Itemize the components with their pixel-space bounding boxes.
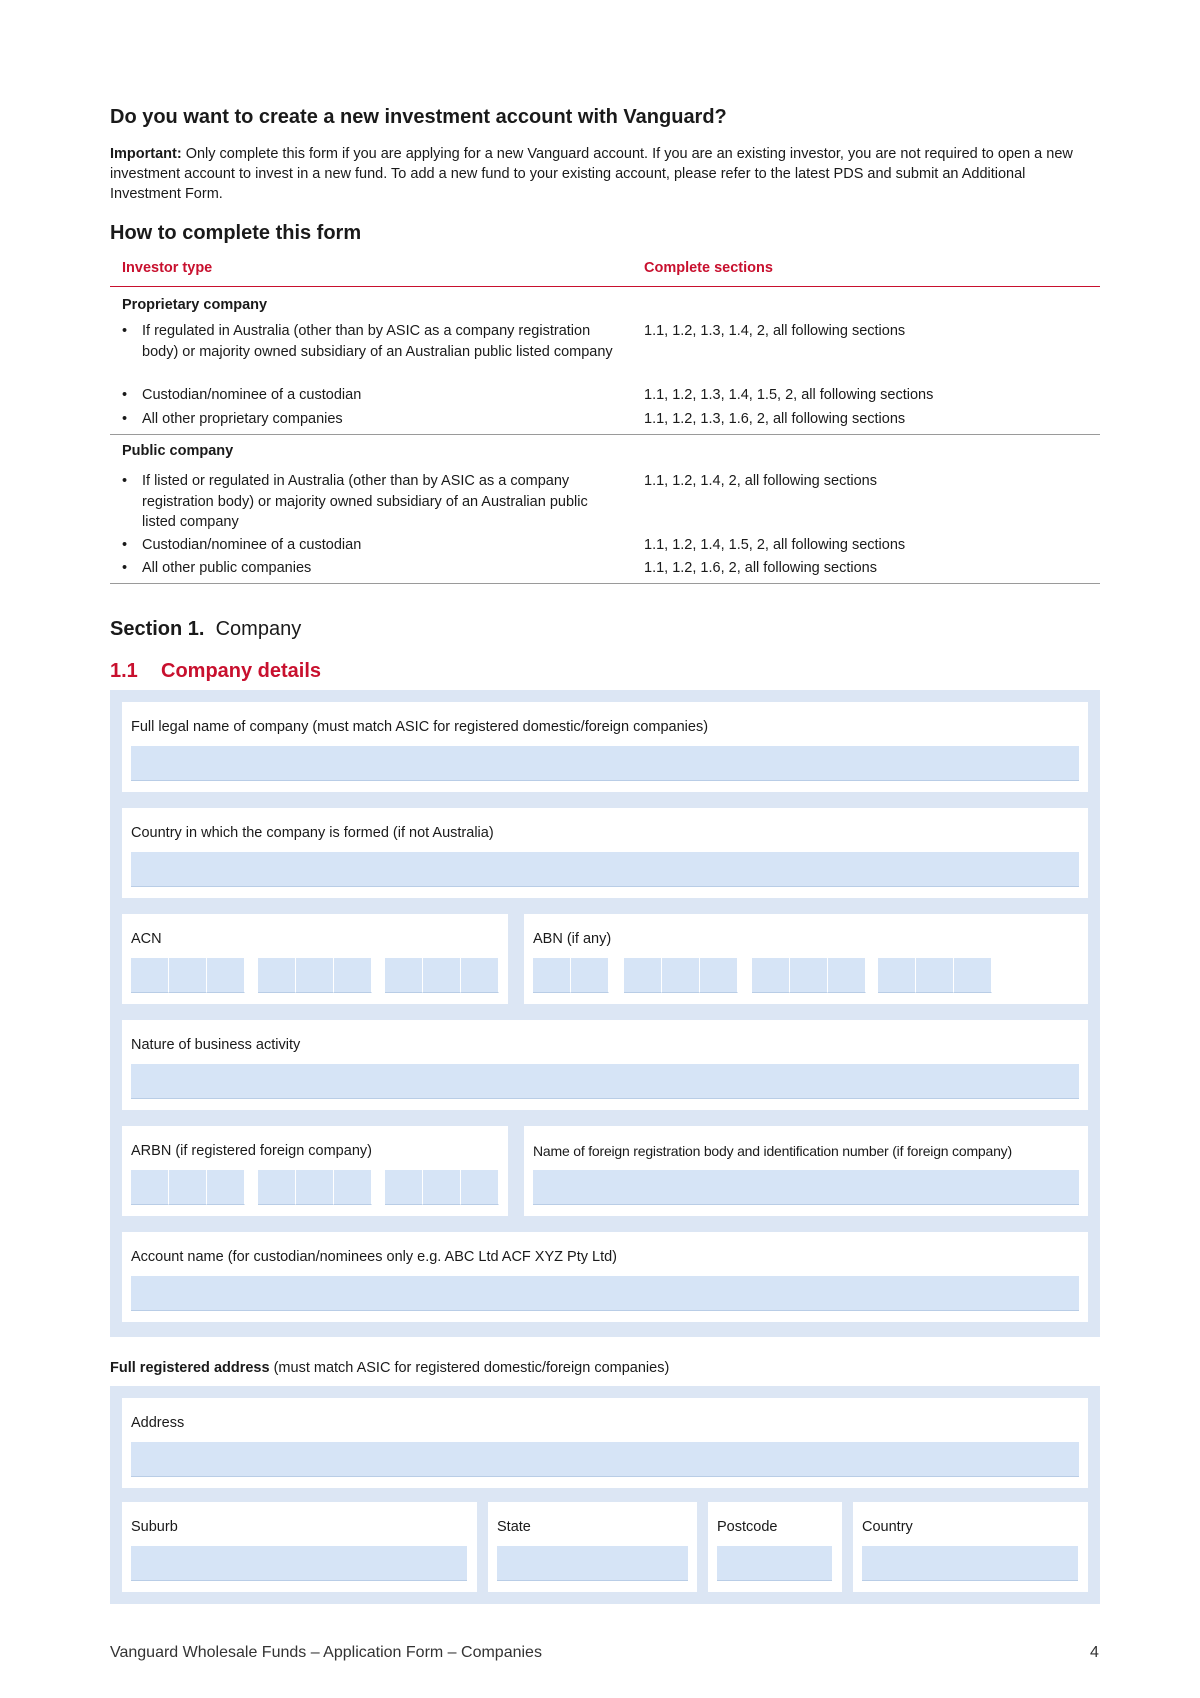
address-box xyxy=(122,1398,1088,1488)
bullet: • xyxy=(122,560,128,576)
table-row-type: Custodian/nominee of a custodian xyxy=(142,537,362,553)
important-label: Important: xyxy=(110,146,182,162)
bullet: • xyxy=(122,411,128,427)
subsection-number: 1.1 xyxy=(110,660,138,682)
table-row-type: If regulated in Australia (other than by ASIC as a company registration body) or majority owned subsidiary of an Australian public listed company xyxy=(142,323,613,360)
account-name-box xyxy=(122,1232,1088,1322)
table-header-rule xyxy=(110,286,1100,287)
address-label: Address xyxy=(131,1415,185,1431)
abn-label: ABN (if any) xyxy=(533,931,612,947)
country-formed-input[interactable] xyxy=(131,852,1079,887)
legal-name-box xyxy=(122,702,1088,792)
suburb-input[interactable] xyxy=(131,1546,467,1581)
table-row-sections: 1.1, 1.2, 1.3, 1.4, 2, all following sections xyxy=(644,323,906,339)
nature-label: Nature of business activity xyxy=(131,1037,301,1053)
address-note-bold: Full registered address xyxy=(110,1360,270,1376)
postcode-label: Postcode xyxy=(717,1519,778,1535)
table-row-type: All other public companies xyxy=(142,560,312,576)
intro-text xyxy=(110,144,1090,204)
page-question: Do you want to create a new investment account with Vanguard? xyxy=(110,106,727,128)
country-formed-box xyxy=(122,808,1088,898)
country-label: Country xyxy=(862,1519,913,1535)
group-public: Public company xyxy=(122,443,234,459)
foreign-body-input[interactable] xyxy=(533,1170,1079,1205)
bullet: • xyxy=(122,473,128,489)
arbn-digits-group-2[interactable] xyxy=(258,1170,372,1205)
nature-box xyxy=(122,1020,1088,1110)
account-name-input[interactable] xyxy=(131,1276,1079,1311)
nature-input[interactable] xyxy=(131,1064,1079,1099)
table-row-type: All other proprietary companies xyxy=(142,411,343,427)
group-proprietary: Proprietary company xyxy=(122,297,268,313)
arbn-digits-group-1[interactable] xyxy=(131,1170,245,1205)
acn-box xyxy=(122,914,508,1004)
postcode-box xyxy=(708,1502,842,1592)
suburb-box xyxy=(122,1502,477,1592)
table-row-sections: 1.1, 1.2, 1.3, 1.4, 1.5, 2, all following sections xyxy=(644,387,934,403)
bullet: • xyxy=(122,537,128,553)
table-row-type: If listed or regulated in Australia (other than by ASIC as a company registration body) or majority owned subsidiary of an Australian public listed company xyxy=(142,473,588,530)
page-number: 4 xyxy=(1090,1644,1099,1661)
arbn-digits-group-3[interactable] xyxy=(385,1170,499,1205)
acn-digits-group-2[interactable] xyxy=(258,958,372,993)
abn-digits-group-2[interactable] xyxy=(624,958,738,993)
section-name: Company xyxy=(215,618,302,640)
address-panel xyxy=(110,1386,1100,1604)
company-details-panel xyxy=(110,690,1100,1337)
abn-digits-group-1[interactable] xyxy=(533,958,609,993)
bullet: • xyxy=(122,323,128,339)
table-row-type: Custodian/nominee of a custodian xyxy=(142,387,362,403)
table-group-rule xyxy=(110,434,1100,435)
acn-digits-group-3[interactable] xyxy=(385,958,499,993)
address-input[interactable] xyxy=(131,1442,1079,1477)
important-text: Only complete this form if you are applying for a new Vanguard account. If you are an existing investor, you are not required to open a new investment account to invest in a new fund. To add a new fund to your existing account, please refer to the latest PDS and submit an Additional Investment Form. xyxy=(110,146,1073,202)
arbn-label: ARBN (if registered foreign company) xyxy=(131,1143,372,1159)
state-box xyxy=(488,1502,697,1592)
col-complete-sections: Complete sections xyxy=(644,260,773,276)
arbn-box xyxy=(122,1126,508,1216)
legal-name-label: Full legal name of company (must match ASIC for registered domestic/foreign companies) xyxy=(131,719,709,735)
country-input[interactable] xyxy=(862,1546,1078,1581)
bullet: • xyxy=(122,387,128,403)
abn-digits-group-4[interactable] xyxy=(878,958,992,993)
abn-box xyxy=(524,914,1088,1004)
table-row-sections: 1.1, 1.2, 1.4, 2, all following sections xyxy=(644,473,877,489)
state-label: State xyxy=(497,1519,531,1535)
suburb-label: Suburb xyxy=(131,1519,178,1535)
section-title xyxy=(110,618,301,641)
col-investor-type: Investor type xyxy=(122,260,213,276)
postcode-input[interactable] xyxy=(717,1546,832,1581)
legal-name-input[interactable] xyxy=(131,746,1079,781)
account-name-label: Account name (for custodian/nominees only e.g. ABC Ltd ACF XYZ Pty Ltd) xyxy=(131,1249,617,1265)
country-box xyxy=(853,1502,1088,1592)
foreign-body-box xyxy=(524,1126,1088,1216)
footer-title: Vanguard Wholesale Funds – Application Form – Companies xyxy=(110,1644,542,1661)
table-row-sections: 1.1, 1.2, 1.6, 2, all following sections xyxy=(644,560,877,576)
address-note-text: (must match ASIC for registered domestic/foreign companies) xyxy=(269,1360,670,1376)
subsection-name: Company details xyxy=(161,660,322,682)
country-formed-label: Country in which the company is formed (if not Australia) xyxy=(131,825,494,841)
address-note xyxy=(110,1360,669,1376)
table-row-sections: 1.1, 1.2, 1.3, 1.6, 2, all following sections xyxy=(644,411,906,427)
table-row-sections: 1.1, 1.2, 1.4, 1.5, 2, all following sections xyxy=(644,537,906,553)
table-bottom-rule xyxy=(110,583,1100,584)
section-label: Section 1. xyxy=(110,618,205,640)
abn-digits-group-3[interactable] xyxy=(752,958,866,993)
acn-label: ACN xyxy=(131,931,162,947)
foreign-body-label: Name of foreign registration body and identification number (if foreign company) xyxy=(533,1143,1012,1159)
how-to-title: How to complete this form xyxy=(110,222,362,244)
state-input[interactable] xyxy=(497,1546,688,1581)
acn-digits-group-1[interactable] xyxy=(131,958,245,993)
subsection-title xyxy=(110,660,321,683)
